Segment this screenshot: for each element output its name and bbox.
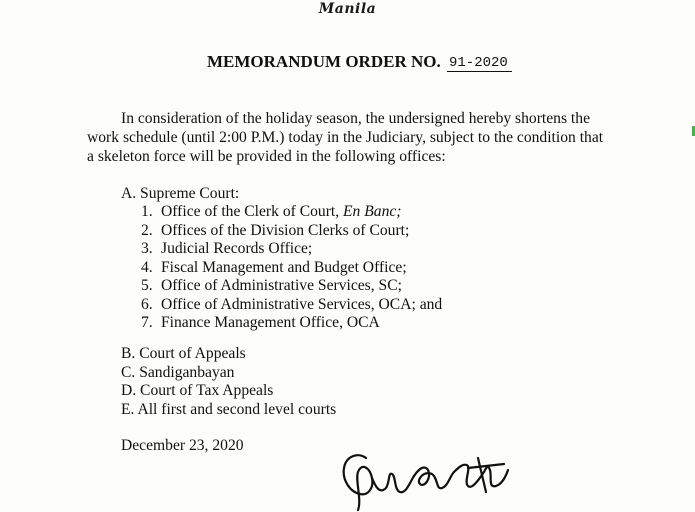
list-item-number: 6. [141,295,153,313]
memo-number: 91-2020 [447,55,512,72]
list-item: D. Court of Tax Appeals [121,382,274,399]
list-item [141,203,442,222]
list-item-text: Offices of the Division Clerks of Court; [161,221,410,239]
body-line-1-text: In consideration of the holiday season, the undersigned hereby shortens the [121,110,590,127]
list-item-number: 7. [141,314,153,331]
body-line-2-text: work schedule (until 2:00 P.M.) today in the Judiciary, subject to the condition that [87,129,604,146]
list-item-text: Office of Administrative Services, SC; [161,277,402,294]
body-line-3-text: a skeleton force will be provided in the following offices: [87,148,446,165]
signature-image [328,448,518,512]
city-header: Manila [318,1,377,17]
body-line-1 [121,109,641,128]
list-item-italic: En Banc; [343,203,402,220]
supreme-court-list [141,203,442,333]
list-item-text: Office of the Clerk of Court, [161,203,344,220]
memo-title: MEMORANDUM ORDER NO. [207,52,441,71]
list-item-number: 2. [141,221,153,239]
list-item-text: Fiscal Management and Budget Office; [161,258,407,276]
body-line-3 [87,147,641,166]
list-item [141,259,442,278]
body-paragraph [87,109,641,166]
other-courts-list [121,345,336,419]
list-a-heading: A. Supreme Court: [121,185,240,202]
list-item: E. All first and second level courts [121,400,337,418]
list-item-number: 4. [141,258,153,276]
list-item-number: 1. [141,203,153,220]
list-item-text: Finance Management Office, OCA [161,314,380,331]
list-item: B. Court of Appeals [121,345,246,362]
list-item: C. Sandiganbayan [121,363,235,381]
list-item [141,296,442,315]
list-item-text: Judicial Records Office; [161,240,313,257]
body-line-2 [87,128,641,147]
list-item-number: 3. [141,240,153,257]
list-item [141,277,442,296]
memo-title-row [207,52,512,72]
list-item [141,222,442,241]
list-item [141,240,442,259]
list-item-text: Office of Administrative Services, OCA; and [161,295,443,313]
memo-date: December 23, 2020 [121,437,244,454]
list-item [141,314,442,333]
list-item-number: 5. [141,277,153,294]
